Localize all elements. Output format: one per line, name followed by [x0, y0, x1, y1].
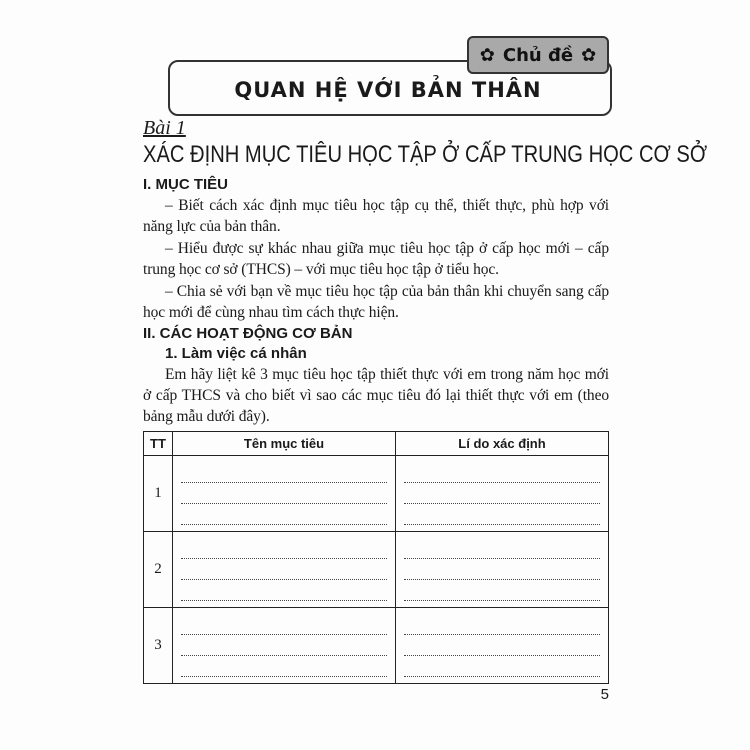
goal-cell[interactable] — [173, 532, 396, 608]
table-row — [144, 608, 609, 684]
row-number: 1 — [144, 456, 173, 532]
page-number: 5 — [600, 686, 609, 703]
lesson-title: XÁC ĐỊNH MỤC TIÊU HỌC TẬP Ở CẤP TRUNG HỌC CƠ SỞ — [143, 141, 708, 168]
subsection-heading: 1. Làm việc cá nhân — [165, 345, 307, 362]
reason-cell[interactable] — [396, 456, 609, 532]
row-number: 3 — [144, 608, 173, 684]
section2-heading: II. CÁC HOẠT ĐỘNG CƠ BẢN — [143, 325, 353, 342]
lesson-label: Bài 1 — [143, 117, 186, 139]
reason-cell[interactable] — [396, 608, 609, 684]
goals-table — [143, 431, 609, 684]
objective-3: – Chia sẻ với bạn về mục tiêu học tập của bản thân khi chuyển sang cấp học mới để cùng nhau tìm cách thực hiện. — [143, 283, 609, 321]
flower-icon: ✿ — [479, 44, 495, 66]
objective-1: – Biết cách xác định mục tiêu học tập cụ thể, thiết thực, phù hợp với năng lực của bản thân. — [143, 197, 609, 235]
table-row — [144, 532, 609, 608]
instruction: Em hãy liệt kê 3 mục tiêu học tập thiết thực với em trong năm học mới ở cấp THCS và cho biết vì sao các mục tiêu đó lại thiết thực với em (theo bảng mẫu dưới đây). — [143, 366, 609, 425]
header-tt: TT — [144, 432, 173, 456]
table-row — [144, 456, 609, 532]
theme-tag — [467, 36, 609, 74]
section1-heading: I. MỤC TIÊU — [143, 176, 228, 193]
header-reason: Lí do xác định — [396, 432, 609, 456]
row-number: 2 — [144, 532, 173, 608]
theme-label: Chủ đề — [502, 44, 574, 66]
reason-cell[interactable] — [396, 532, 609, 608]
header-goal: Tên mục tiêu — [173, 432, 396, 456]
topic-title: QUAN HỆ VỚI BẢN THÂN — [234, 78, 542, 102]
objective-2: – Hiểu được sự khác nhau giữa mục tiêu học tập ở cấp học mới – cấp trung học cơ sở (THCS) – với mục tiêu học tập ở tiểu học. — [143, 240, 609, 278]
goal-cell[interactable] — [173, 456, 396, 532]
content-flow — [143, 175, 609, 704]
goal-cell[interactable] — [173, 608, 396, 684]
flower-icon: ✿ — [581, 44, 597, 66]
